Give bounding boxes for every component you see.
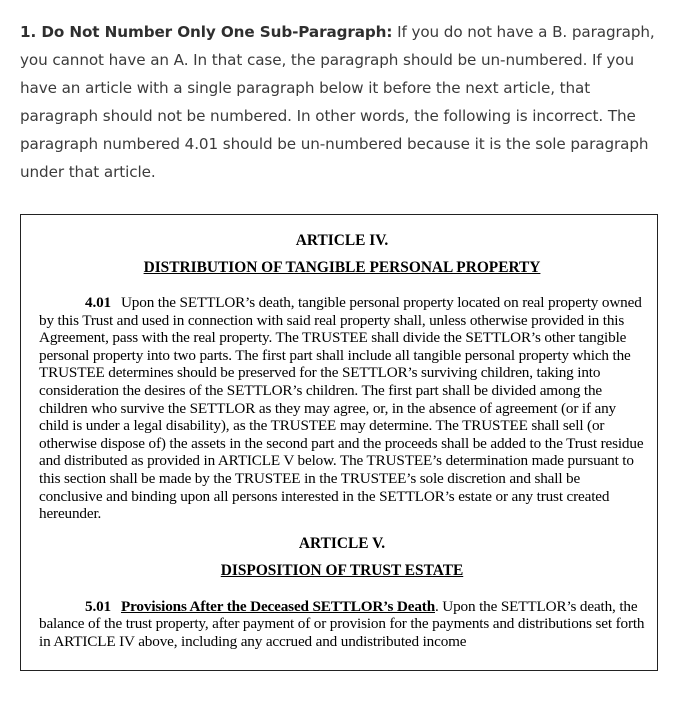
paragraph-text: Upon the SETTLOR’s death, tangible personal property located on real property owned by this Trust and used in connection with said real property shall, unless otherwise provided in this Agreement, pass with the real property. The TRUSTEE shall divide the SETTLOR’s other tangible personal property into two parts. The first part shall include all tangible personal property which the TRUSTEE determines should be preserved for the SETTLOR’s surviving children, taking into consideration the desires of the SETTLOR’s children. The first part shall be divided among the children who survive the SETTLOR as they may agree, or, in the absence of agreement (or if any child is under a legal disability), as the TRUSTEE may determine. The TRUSTEE shall sell (or otherwise dispose of) the assets in the second part and the proceeds shall be added to the Trust residue and distributed as provided in ARTICLE V below. The TRUSTEE’s determination made pursuant to this section shall be made by the TRUSTEE in the TRUSTEE’s sole discretion and shall be conclusive and binding upon all persons interested in the SETTLOR’s estate or any trust created hereunder. bbox=[39, 294, 644, 523]
article-5-heading: DISPOSITION OF TRUST ESTATE bbox=[220, 561, 464, 579]
article-4-heading: DISTRIBUTION OF TANGIBLE PERSONAL PROPERTY bbox=[143, 259, 541, 276]
article-4-title: ARTICLE IV. bbox=[295, 232, 389, 249]
paragraph-4-01 bbox=[39, 294, 645, 523]
paragraph-5-01 bbox=[39, 598, 645, 651]
article-5-title: ARTICLE V. bbox=[298, 534, 386, 552]
paragraph-number: 5.01 bbox=[85, 597, 111, 615]
paragraph-text: . Upon the SETTLOR’s death, the balance of the trust property, after payment of or provision for the payments and distributions set forth in ARTICLE IV above, including any accrued and undistributed income bbox=[39, 597, 645, 650]
paragraph-subheading: Provisions After the Deceased SETTLOR’s Death bbox=[120, 597, 435, 615]
intro-lead: 1. Do Not Number Only One Sub-Paragraph: bbox=[20, 23, 393, 41]
paragraph-number: 4.01 bbox=[85, 294, 111, 311]
document-content bbox=[21, 232, 657, 651]
intro-text: If you do not have a B. paragraph, you cannot have an A. In that case, the paragraph should be un-numbered. If you have an article with a single paragraph below it before the next article, that paragraph should not be numbered. In other words, the following is incorrect. The paragraph numbered 4.01 should be un-numbered because it is the sole paragraph under that article. bbox=[20, 23, 655, 181]
intro-paragraph bbox=[20, 18, 670, 186]
document-excerpt bbox=[20, 214, 658, 671]
